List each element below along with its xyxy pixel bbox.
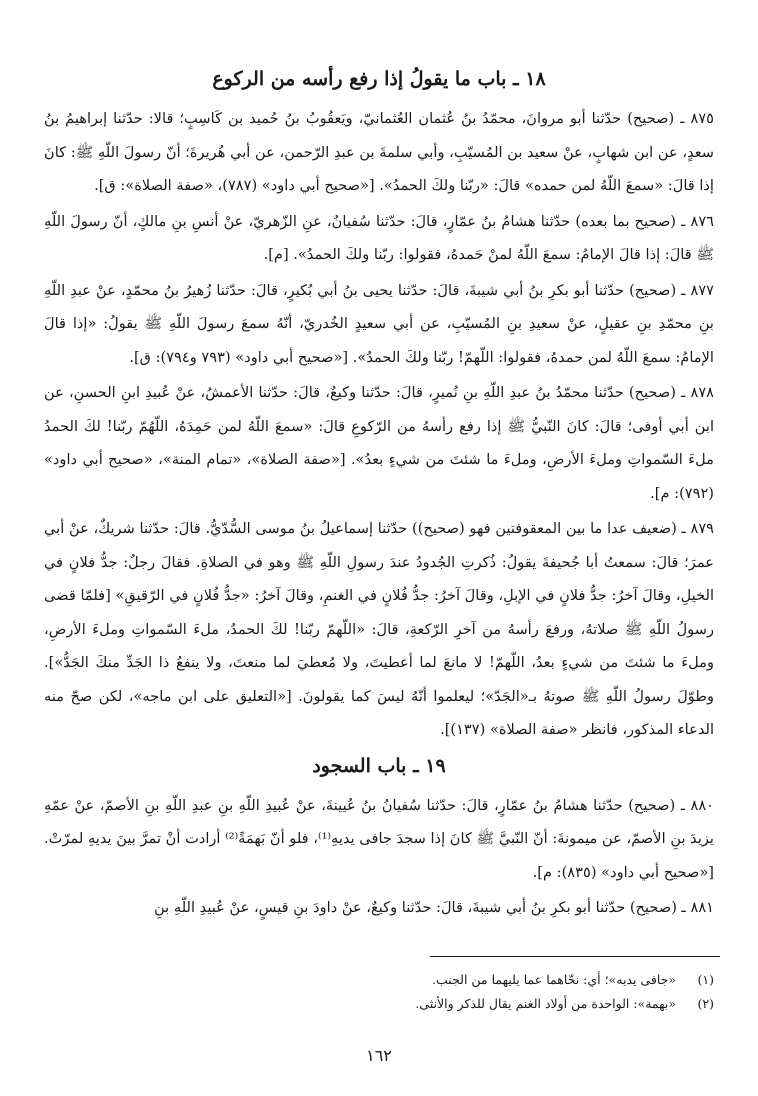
page-number: ١٦٢ [366, 1046, 392, 1065]
footnote-2 [44, 992, 714, 1016]
footnote-text: «جافى يديه»؛ أي: نحّاهما عما يليهما من الجنب. [432, 972, 677, 987]
footnote-divider [430, 956, 720, 957]
hadith-877: ٨٧٧ ـ (صحيح) حدّثنا أبو بكرِ بنُ أبي شيبةَ، قالَ: حدّثنا يحيى بنُ أبي بُكيرٍ، قالَ: حدّثنا زُهيرُ بنُ محمّدٍ، عنْ عبدِ اللّهِ بنِ محمّدِ بنِ عقيلٍ، عنْ سعيدِ بنِ المُسيّبِ، عن أبي سعيدٍ الخُدريّ، أنّهُ سمعَ رسولَ اللّهِ ﷺ يقولُ: «إذا قالَ الإمامُ: سمعَ اللّهُ لمن حمدهُ، فقولوا: اللّهمّ! ربّنا ولكَ الحمدُ». [«صحيح أبي داود» (٧٩٣ و٧٩٤): ق]. [44, 281, 714, 366]
chapter-18-title: ١٨ ـ باب ما يقولُ إذا رفع رأسه من الركوع [212, 68, 546, 90]
hadith-881: ٨٨١ ـ (صحيح) حدّثنا أبو بكرِ بنُ أبي شيبةَ، قالَ: حدّثنا وكيعٌ، عنْ داودَ بنِ قيسٍ، عنْ عُبيدِ اللّهِ بنِ [154, 899, 714, 916]
hadith-878: ٨٧٨ ـ (صحيح) حدّثنا محمّدُ بنُ عبدِ اللّهِ بنِ نُميرٍ، قالَ: حدّثنا وكيعٌ، قالَ: حدّثنا الأعمشُ، عنْ عُبيدِ ابنِ الحسنِ، عن ابن أبي أوفى؛ قالَ: كانَ النّبيُّ ﷺ إذا رفع رأسهُ من الرّكوعِ قالَ: «سمعَ اللّهُ لمن حَمِدَهُ، اللّهُمّ ربّنا! لكَ الحمدُ ملءَ السّمواتِ وملءَ الأرضِ، وملءَ ما شئتَ من شيءٍ بعدُ». [«صفة الصلاة»، «تمام المنة»، «صحيح أبي داود» (٧٩٢): م]. [44, 384, 714, 502]
hadith-879: ٨٧٩ ـ (ضعيف عدا ما بين المعقوفتين فهو (صحيح)) حدّثنا إسماعيلُ بنُ موسى السُّدّيُّ. قالَ: حدّثنا شريكٌ، عنْ أبي عمرَ؛ قالَ: سمعتُ أبا جُحيفةَ يقولُ: ذُكرتِ الجُدودُ عندَ رسولِ اللّهِ ﷺ وهو في الصلاةِ. فقالَ رجلٌ: جدُّ فلانٍ في الخيلِ، وقالَ آخرُ: جدُّ فلانٍ في الإبلِ، وقالَ آخرُ: جدُّ فُلانٍ في الغنمِ، وقالَ آخرُ: «جدُّ فُلانٍ في الرّقيقِ» [فلمّا قضى رسولُ اللّهِ ﷺ صلاتهُ، ورفعَ رأسهُ من آخرِ الرّكعةِ، قالَ: «اللّهمّ ربّنا! لكَ الحمدُ، ملءَ السّمواتِ وملءَ الأرضِ، وملءَ ما شئتَ من شيءٍ بعدُ، اللّهمّ! لا مانعَ لما أعطيتَ، ولا مُعطيَ لما منعتَ، ولا ينفعُ ذا الجَدِّ منكَ الجَدُّ»]. وطوّلَ رسولُ اللّهِ ﷺ صوتهُ بـ«الجَدّ»؛ ليعلموا أنّهُ ليسَ كما يقولونَ. [«التعليق على ابن ماجه»، لكن صحّ منه الدعاء المذكور، فانظر «صفة الصلاة» (١٣٧)]. [44, 520, 715, 738]
hadith-876: ٨٧٦ ـ (صحيح بما بعده) حدّثنا هشامُ بنُ عمّارٍ، قالَ: حدّثنا سُفيانُ، عنِ الزّهريّ، عنْ أنسِ بنِ مالكٍ، أنّ رسولَ اللّهِ ﷺ قالَ: إذا قالَ الإمامُ: سمعَ اللّهُ لمنْ حَمدهُ، فقولوا: ربّنا ولكَ الحمدُ». [م]. [44, 212, 714, 263]
footnotes [44, 968, 714, 1016]
footnote-number: (١) [697, 972, 714, 987]
footnote-number: (٢) [697, 996, 714, 1011]
chapter-19-title: ١٩ ـ باب السجود [312, 754, 446, 777]
footnote-1 [44, 968, 714, 992]
hadith-875: ٨٧٥ ـ (صحيح) حدّثنا أبو مروانَ، محمّدُ بنُ عُثمان العُثمانيّ، ويَعقُوبُ بنُ حُميد بن كَاسِبٍ؛ قالا: حدّثنا إبراهيمُ بنُ سعدٍ، عن ابن شهابٍ، عنْ سعيد بن المُسيّبِ، وأبي سلمةَ بن عبدِ الرّحمن، عن أبي هُريرةَ؛ أنّ رسولَ اللّهِ ﷺ: كانَ إذا قالَ: «سمعَ اللّهُ لمن حمده» قالَ: «ربّنا ولكَ الحمدُ». [«صحيح أبي داود» (٧٨٧)، «صفة الصلاة»: ق]. [44, 110, 714, 194]
hadith-880: ٨٨٠ ـ (صحيح) حدّثنا هشامُ بنُ عمّارٍ، قالَ: حدّثنا سُفيانُ بنُ عُيينةَ، عنْ عُبيدِ اللّهِ بنِ عبدِ اللّهِ بنِ الأصمّ، عنْ عمّهِ يزيدَ بنِ الأصمّ، عن ميمونةَ: أنّ النّبيَّ ﷺ كانَ إذا سجدَ جافى يديهِ⁽¹⁾، فلو أنّ بَهمَةً⁽²⁾ أرادت أنْ تمرَّ بينَ يديهِ لمرّتْ. [«صحيح أبي داود» (٨٣٥): م]. [44, 796, 714, 881]
footnote-text: «بهمة»: الواحدة من أولاد الغنم يقال للذكر والأنثى. [415, 996, 677, 1011]
